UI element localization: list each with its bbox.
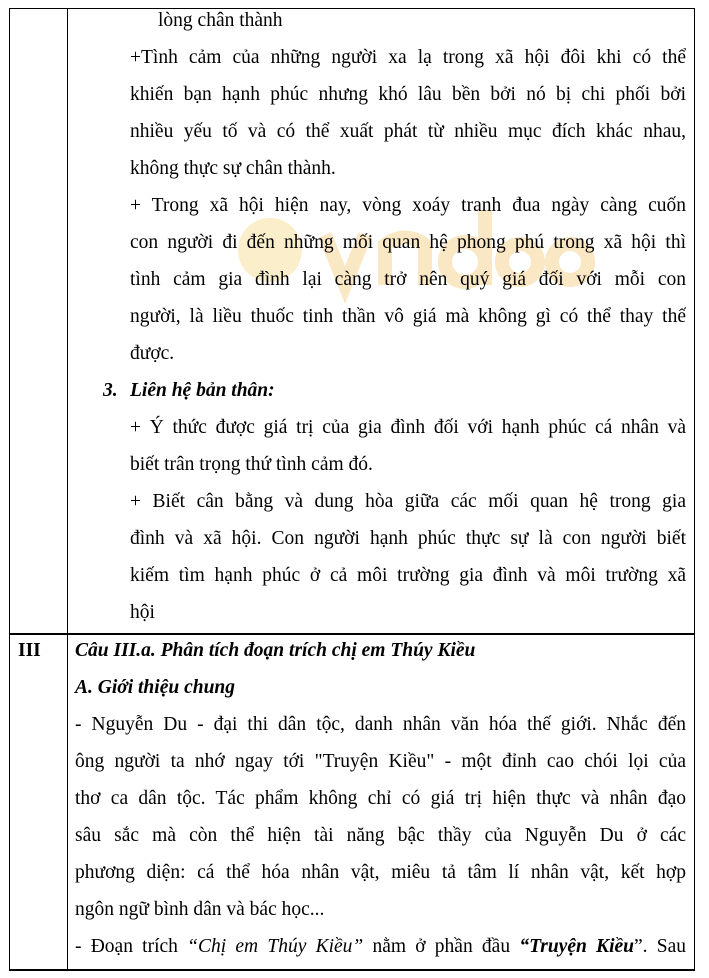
text-line: thơ ca dân tộc. Tác phẩm không chỉ có giá trị hiện thực và nhân đạo: [75, 788, 686, 809]
text-line: phương diện: cá thể hóa nhân vật, miêu tả tâm lí nhân vật, kết hợp: [75, 862, 686, 883]
text-line: ngôn ngữ bình dân và bác học...: [75, 899, 325, 920]
table-border-right: [694, 8, 695, 970]
text-line: + Trong xã hội hiện nay, vòng xoáy tranh đua ngày càng cuốn: [130, 195, 686, 216]
text-line: đình và xã hội. Con người hạnh phúc thực sự là con người biết: [130, 528, 686, 549]
text-span: nằm ở phần đầu: [363, 936, 520, 957]
text-line: tình cảm gia đình lại càng trở nên quý giá đối với mỗi con: [130, 269, 686, 290]
section-subtitle: A. Giới thiệu chung: [75, 677, 236, 698]
text-line: +Tình cảm của những người xa lạ trong xã hội đôi khi có thể: [130, 47, 686, 68]
table-column-divider: [67, 8, 68, 970]
text-line: được.: [130, 343, 175, 364]
section-heading: [103, 372, 686, 409]
text-line: biết trân trọng thứ tình cảm đó.: [130, 454, 373, 475]
text-line: hội: [130, 602, 155, 623]
text-line: lòng chân thành: [158, 10, 283, 31]
text-line: ông người ta nhớ ngay tới "Truyện Kiều" - một đỉnh cao chói lọi của: [75, 751, 686, 772]
text-line: nhiều yếu tố và có thể xuất phát từ nhiều mục đích khác nhau,: [130, 121, 686, 142]
text-line: khiến bạn hạnh phúc nhưng khó lâu bền bởi nó bị chi phối bởi: [130, 84, 686, 105]
row1-content: [103, 2, 686, 631]
text-span: ”. Sau: [634, 936, 686, 957]
text-line: sâu sắc mà còn thể hiện tài năng bậc thầy của Nguyễn Du ở các: [75, 825, 686, 846]
text-line: con người đi đến những mối quan hệ phong phú trong xã hội thì: [130, 232, 686, 253]
text-line: - Nguyễn Du - đại thi dân tộc, danh nhân văn hóa thế giới. Nhắc đến: [75, 714, 686, 735]
heading-number: 3.: [103, 380, 118, 401]
text-line: không thực sự chân thành.: [130, 158, 336, 179]
text-line: [75, 928, 686, 965]
question-title: Câu III.a. Phân tích đoạn trích chị em Thúy Kiều: [75, 640, 476, 661]
table-border-bottom: [9, 969, 695, 971]
row2-content: [75, 632, 686, 965]
text-span: - Đoạn trích: [75, 936, 188, 957]
text-line: kiếm tìm hạnh phúc ở cả môi trường gia đình và môi trường xã: [130, 565, 686, 586]
row2-label: III: [18, 640, 41, 661]
text-line: + Ý thức được giá trị của gia đình đối với hạnh phúc cá nhân và: [130, 417, 686, 438]
work-title: “Truyện Kiều: [519, 936, 634, 957]
table-border-left: [9, 8, 10, 970]
heading-text: Liên hệ bản thân:: [130, 380, 275, 401]
text-line: + Biết cân bằng và dung hòa giữa các mối quan hệ trong gia: [130, 491, 686, 512]
excerpt-title: “Chị em Thúy Kiều”: [187, 936, 364, 957]
text-line: người, là liều thuốc tinh thần vô giá mà không gì có thể thay thế: [130, 306, 686, 327]
